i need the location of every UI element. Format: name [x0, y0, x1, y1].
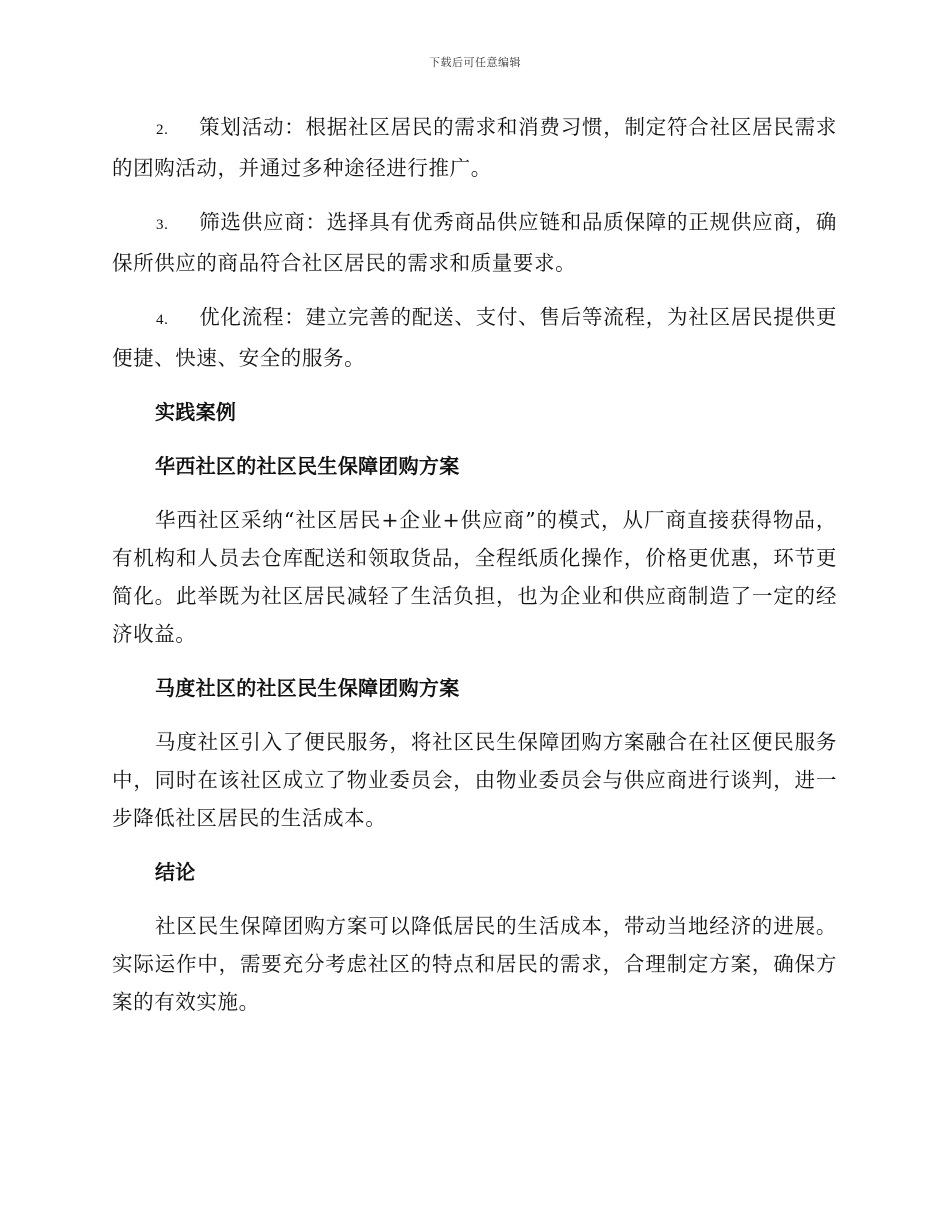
list-item-number: 3. [156, 217, 169, 233]
conclusion-body: 社区民生保障团购方案可以降低居民的生活成本，带动当地经济的进展。实际运作中，需要充分考虑社区的特点和居民的需求，合理制定方案，确保方案的有效实施。 [112, 914, 837, 1014]
list-item-number: 4. [156, 312, 169, 328]
document-body [112, 108, 837, 1037]
list-item-text: 筛选供应商：选择具有优秀商品供应链和品质保障的正规供应商，确保所供应的商品符合社区居民的需求和质量要求。 [112, 210, 837, 275]
list-item-number: 2. [156, 122, 169, 138]
case-title-madu: 马度社区的社区民生保障团购方案 [155, 676, 460, 700]
list-item [112, 203, 837, 282]
list-item [112, 108, 837, 187]
page-header: 下载后可任意编辑 [429, 56, 521, 69]
list-item-text: 策划活动：根据社区居民的需求和消费习惯，制定符合社区居民需求的团购活动，并通过多种途径进行推广。 [112, 115, 837, 180]
list-item [112, 298, 837, 377]
case-title-huaxi: 华西社区的社区民生保障团购方案 [155, 454, 460, 478]
section-heading-conclusion: 结论 [155, 860, 196, 884]
case-body-madu: 马度社区引入了便民服务，将社区民生保障团购方案融合在社区便民服务中，同时在该社区成立了物业委员会，由物业委员会与供应商进行谈判，进一步降低社区居民的生活成本。 [112, 730, 837, 830]
case-body-huaxi: 华西社区采纳“社区居民+企业+供应商”的模式，从厂商直接获得物品，有机构和人员去仓库配送和领取货品，全程纸质化操作，价格更优惠，环节更简化。此举既为社区居民减轻了生活负担，也为企业和供应商制造了一定的经济收益。 [112, 508, 837, 646]
list-item-text: 优化流程：建立完善的配送、支付、售后等流程，为社区居民提供更便捷、快速、安全的服务。 [112, 305, 837, 370]
section-heading-practice: 实践案例 [155, 400, 237, 424]
